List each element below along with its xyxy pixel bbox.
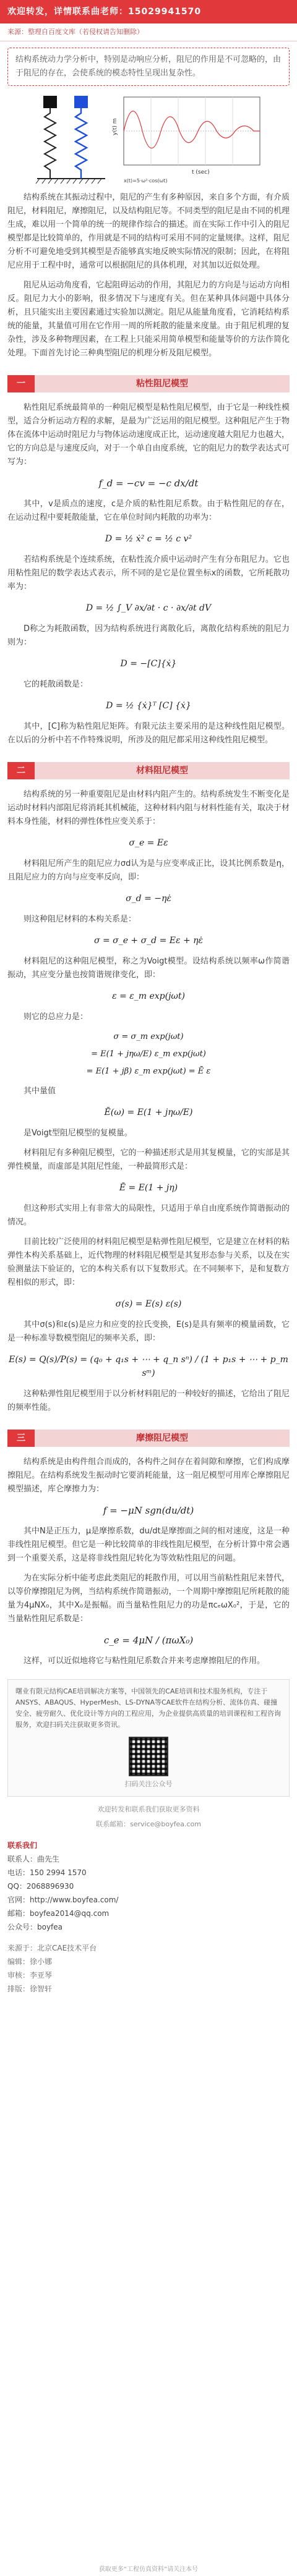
paragraph: 结构系统的另一种重要阻尼是由材料内阻产生的。结构系统发生不断变化是运动时材料内部阻尼将消耗其机械能，这种材料内阻与材料性能有关，取决于材料本身性能，材料的弹性体性应变关系于： xyxy=(7,790,290,826)
top-banner: 欢迎转发，详情联系曲老师：15029941570 xyxy=(0,0,297,23)
section-title: 材料阻尼模型 xyxy=(35,762,290,779)
equation: D = ½ {ẋ}ᵀ [C] {ẋ} xyxy=(106,701,191,711)
equation: D = ½ ẋ² c = ½ c v² xyxy=(105,534,192,544)
equation: D = ½ ∫_V ∂x/∂t · c · ∂x/∂t dV xyxy=(85,603,212,613)
contact-phone: 电话：150 2994 1570 xyxy=(7,1868,87,1877)
paragraph: 是Voigt型阻尼模型的复模量。 xyxy=(24,1129,132,1138)
section-number: 一 xyxy=(7,375,35,392)
spring-left xyxy=(45,108,56,179)
equation: σ = σ_m exp(jωt) xyxy=(113,1032,184,1041)
spring-right xyxy=(75,108,87,179)
contact-web[interactable]: 官网：http://www.boyfea.com/ xyxy=(7,1896,119,1904)
tip-line-2: 联系邮箱：service@boyfea.com xyxy=(96,1820,201,1828)
contact-mail[interactable]: 邮箱：boyfea2014@qq.com xyxy=(7,1909,110,1918)
section-title: 摩擦阻尼模型 xyxy=(35,1430,290,1447)
paragraph: 其中量值 xyxy=(24,1087,56,1096)
illustration xyxy=(0,92,297,185)
paragraph: 目前比较广泛使用的材料阻尼模型是粘弹性阻尼模型，它是建立在材料的粘弹性本构关系基础上，近代物理的材料阻尼模型是其复形态参与关系，以及在实验测量法下验证的，它的本构关系有以下复数形式。在不同频率下，是和复数方程相似的形式，即： xyxy=(7,1237,290,1287)
paragraph: 这样，可以近似地将它与粘性阻尼系数合并来考虑摩擦阻尼的作用。 xyxy=(24,1656,265,1666)
contact-qq: QQ：2068896930 xyxy=(7,1882,74,1891)
paragraph: 结构系统在其振动过程中，阻尼的产生有多种原因，来自多个方面，有介质阻尼，材料阻尼，摩擦阻尼，以及结构阻尼等。不同类型的阻尼是由不同的机理生成，难以用一个简单的统一的规律作综合的描述。而在实际工作中引入的阻尼模型都是比较简单的，作用就是不同的结构可采用不同的定量规律。这样，阻尼分析不可避免地受到其模型是否能够真实地反映实际情况的限制；因此，在将阻尼应用于工程中时，通常可以根据阻尼的具体机理，对其加以近似处理。 xyxy=(7,193,290,270)
plot-caption: x(t)=5·ω²·cos(ωt) xyxy=(124,178,168,184)
section-number: 二 xyxy=(7,762,35,779)
equation: D = −[C]{ẋ} xyxy=(120,659,177,669)
paragraph: 为在实际分析中能考虑此类阻尼的耗散作用，可以用当前粘性阻尼来替代，以等价摩擦阻尼为例，当结构系统作简谐振动，一个周期中摩擦阻尼所耗散的能量为4μNX₀，其中X₀是振幅。而当量粘性阻尼力的功是πcₑωX₀²，于是，它的当量粘性阻尼系数是： xyxy=(7,1574,290,1624)
paragraph: 其中，v是质点的速度，c是介质的粘性阻尼系数。由于粘性阻尼的存在，在运动过程中要耗散能量，它在单位时间内耗散的功率为： xyxy=(7,499,290,522)
paragraph: 若结构系统是个连续系统，在粘性流介质中运动时产生有分布阻尼力。它也用粘性阻尼的数学表达式表示，所不同的是它是位置坐标x的函数，它所耗散功率为： xyxy=(7,555,290,591)
equation: Ē = E(1 + jη) xyxy=(119,1183,178,1193)
paragraph: 其中，[C]称为粘性阻尼矩阵。有限元法主要采用的是这种线性阻尼模型。在以后的分析中若不作特殊说明，所涉及的阻尼都采用这种线性阻尼模型。 xyxy=(7,722,290,745)
intro-box: 结构系统动力学分析中，特别是动响应分析，阻尼的作用是不可忽略的，由于阻尼的存在，会使系统的模态特性呈现出复杂性。 xyxy=(7,48,290,86)
footer-sign: 排版：徐智轩 xyxy=(7,1985,53,1993)
mass-block-right xyxy=(74,96,88,108)
paragraph: 材料阻尼的这种阻尼模型，称之为Voigt模型。设结构系统以频率ω作简谐振动，其应变分量也按简谐规律变化，即： xyxy=(7,957,290,980)
contact-wechat: 公众号：boyfea xyxy=(7,1923,63,1931)
equation: E(s) = Q(s)/P(s) = (q₀ + q₁s + ⋯ + q_n sⁿ) / (1 + p₁s + ⋯ + p_m sᵐ) xyxy=(9,1355,288,1378)
paragraph: 其中N是正压力，μ是摩擦系数，du/dt是摩擦面之间的相对速度，这是一种非线性阻尼模型。但它是一种比较简单的非线性阻尼模型，在分析计算中常会遇到一个重要关系，这是将非线性阻尼转化为等效粘性阻尼的问题。 xyxy=(7,1527,290,1563)
equation: = E(1 + jβ) ε_m exp(jωt) = Ē ε xyxy=(86,1067,211,1076)
bottom-bar: 获取更多“工程仿真资料”请关注本号 xyxy=(98,2566,199,2573)
paragraph: 结构系统是由构件组合而成的，各构件之间存在着间隙和摩擦，它们构成摩擦阻尼。在结构系统发生振动时它要消耗能量，这一阻尼模型可用库仑摩擦阻尼模型描述，库仑摩擦力为： xyxy=(7,1457,290,1494)
equation: σ(s) = E(s) ε(s) xyxy=(115,1299,182,1309)
footer-source: 来源于：北京CAE技术平台 xyxy=(7,1944,97,1952)
equation: f = −μN sgn(du/dt) xyxy=(103,1505,194,1516)
equation: σ_d = −ηε̇ xyxy=(126,894,171,904)
equation: = E(1 + jηω/E) ε_m exp(jωt) xyxy=(91,1049,206,1059)
contact-title: 联系我们 xyxy=(7,1841,38,1850)
contact-block xyxy=(7,1839,290,1934)
footer-edit: 编辑：徐小娜 xyxy=(7,1957,53,1966)
section-number: 三 xyxy=(7,1430,35,1447)
paragraph: 其中σ(s)和ε(s)是应力和应变的拉氏变换，E(s)是具有频率的模量函数，它是一种标准导数模型阻尼的频率关系，即： xyxy=(7,1320,290,1343)
paragraph: 它的耗散函数是： xyxy=(24,680,88,689)
paragraph: 材料阻尼有多种阻尼模型，它的一种描述形式是用其复模量，它的实部是其弹性模量，而虚部是其阻尼性能，一种最简形式是： xyxy=(7,1148,290,1171)
source-line: 来源：整理自百度文库（若侵权请告知删除） xyxy=(0,23,297,41)
ad-text: 曙业有限元结构CAE培训解决方案等，中国领先的CAE培训和技术服务机构，专注于ANSYS、ABAQUS、HyperMesh、LS-DYNA等CAE软件在结构分析、流体仿真、碰撞安全、疲劳耐久、优化设计等方向的工程应用，为企业提供高质量的培训课程和工程咨询服务，欢迎扫码关注获取更多资讯。 xyxy=(15,1687,281,1729)
tip-line: 欢迎转发和联系我们获取更多资料 xyxy=(97,1805,200,1813)
ad-box xyxy=(7,1679,290,1797)
equation: Ē(ω) = E(1 + jηω/E) xyxy=(104,1108,193,1117)
paragraph: 但这种形式实用上有非常大的局限性，只适用于单自由度系统作简谐振动的情况。 xyxy=(7,1204,290,1227)
mass-block-left xyxy=(43,96,57,108)
paragraph: 则这种阻尼材料的本构关系是： xyxy=(24,915,137,924)
equation: σ_e = Eε xyxy=(129,838,168,848)
footer-block xyxy=(7,1941,290,1996)
paragraph: 则它的总应力是： xyxy=(24,1012,88,1022)
contact-person: 联系人：曲先生 xyxy=(7,1855,60,1863)
section-title: 粘性阻尼模型 xyxy=(35,375,290,392)
equation: c_e = 4μN / (πωX₀) xyxy=(103,1635,194,1646)
section-header-2 xyxy=(7,762,290,779)
paragraph: 这种粘弹性阻尼模型用于以分析材料阻尼的一种较好的描述，它给出了阻尼的频率性能。 xyxy=(7,1389,290,1412)
plot-ylabel: y(t) m xyxy=(112,118,118,135)
paragraph: D称之为耗散函数，因为结构系统进行离散化后，离散化结构系统的阻尼力则为： xyxy=(7,624,290,647)
paragraph: 粘性阻尼系统最简单的一种阻尼模型是粘性阻尼模型，由于它是一种线性模型，适合分析运动方程的求解，是最为广泛运用的阻尼模型。这种阻尼产生于物体在流体中运动时阻尼力与物体运动速度成正比，运动速度越大阻尼力也越大，它的方向总是与速度反向，对于一个单自由度系统，它的阻尼力的数学表达式可写为： xyxy=(7,403,290,467)
equation: f_d = −cv = −c dx/dt xyxy=(98,478,199,489)
section-header-3 xyxy=(7,1430,290,1447)
footer-review: 审核：李亚琴 xyxy=(7,1971,53,1980)
paragraph: 阻尼从运动角度看，它起阻碍运动的作用，其阻尼力的方向是与运动方向相反。阻尼力大小的影响，很多情况下与速度有关。但在某种具体问题中具体分析，且只能实出主要因素通过实验加以测定。阻尼从能量角度看，它消耗结构系统的能量，其量值可用在它作用一周的所耗散的能量来度量。由于阻尼机理的复杂性，涉及多种物理因素，在工程上只能采用简单模型和能量等价的方法作简化处理。下面首先讨论三种典型阻尼的机理分析及阻尼模型。 xyxy=(7,281,290,358)
paragraph: 材料阻尼所产生的阻尼应力σd认为是与应变率成正比，设其比例系数是η，且阻尼应力的方向与应变率反向，即： xyxy=(7,859,290,882)
section-header-1 xyxy=(7,375,290,392)
plot-xlabel: t (sec) xyxy=(192,169,210,176)
qr-code-icon[interactable] xyxy=(129,1737,168,1776)
equation: σ = σ_e + σ_d = Eε + ηε̇ xyxy=(93,936,204,946)
equation: ε = ε_m exp(jωt) xyxy=(112,991,185,1001)
qr-caption: 扫码关注公众号 xyxy=(124,1780,173,1788)
